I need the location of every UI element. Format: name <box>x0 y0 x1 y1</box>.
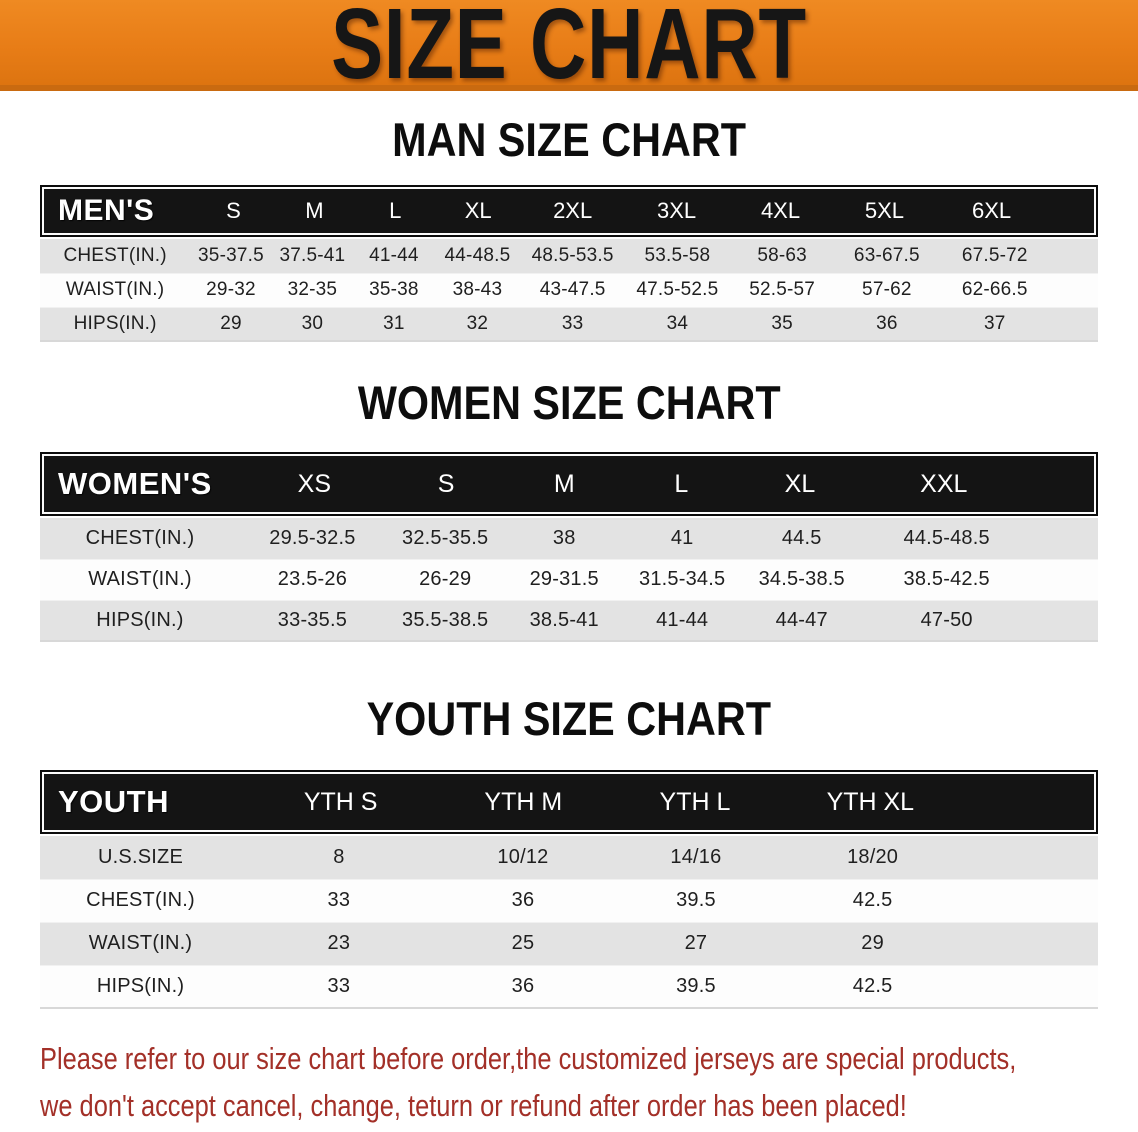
table-row <box>40 965 1098 1008</box>
table-row <box>40 836 1098 879</box>
row-filler <box>1050 307 1098 341</box>
youth-table-header-band <box>44 774 1094 830</box>
men-table-header-band <box>44 189 1094 233</box>
size-value-cell: 43-47.5 <box>539 279 606 300</box>
size-column-header: XS <box>297 469 332 498</box>
size-value-cell: 34.5-38.5 <box>758 568 845 590</box>
size-column-header: YTH XL <box>826 787 915 816</box>
size-column-header: 6XL <box>971 198 1012 223</box>
size-value-cell: 29 <box>861 932 884 954</box>
size-value-cell: 34 <box>666 312 689 334</box>
size-column-header: L <box>674 469 689 498</box>
size-column-header: M <box>305 198 324 223</box>
size-value-cell: 10/12 <box>497 845 549 868</box>
row-filler <box>963 836 1098 879</box>
size-value-cell: 29.5-32.5 <box>269 526 356 549</box>
size-value-cell: 23 <box>327 932 351 954</box>
row-filler <box>1031 518 1098 559</box>
row-label: CHEST(IN.) <box>85 526 195 549</box>
size-value-cell: 48.5-53.5 <box>531 244 614 266</box>
size-value-cell: 41-44 <box>656 608 709 631</box>
size-value-cell: 44.5-48.5 <box>903 526 990 549</box>
size-value-cell: 32.5-35.5 <box>402 526 489 549</box>
size-column-header: YTH M <box>484 787 563 816</box>
table-row <box>40 559 1098 600</box>
size-value-cell: 37 <box>983 312 1006 334</box>
disclaimer-text <box>40 1035 1098 1129</box>
size-value-cell: 44.5 <box>781 526 822 549</box>
youth-size-table-grid <box>40 836 1098 1009</box>
size-column-header: 4XL <box>760 198 801 223</box>
row-label: U.S.SIZE <box>98 845 183 868</box>
size-column-header: S <box>437 469 455 498</box>
size-column-header: 2XL <box>553 198 593 223</box>
row-label: WAIST(IN.) <box>88 568 192 590</box>
row-label: CHEST(IN.) <box>63 244 167 266</box>
women-table-header-band <box>44 456 1094 512</box>
row-filler <box>1031 559 1098 600</box>
disclaimer-line-2: we don't accept cancel, change, teturn or refund after order has been placed! <box>40 1088 907 1123</box>
size-column-header: XL <box>784 469 816 498</box>
table-group-label: WOMEN'S <box>58 466 212 501</box>
size-value-cell: 35-38 <box>369 279 419 300</box>
size-value-cell: 35 <box>771 312 793 334</box>
size-value-cell: 58-63 <box>757 244 807 266</box>
size-column-header: M <box>553 469 575 498</box>
row-filler <box>963 922 1098 965</box>
size-column-header: XXL <box>920 469 968 498</box>
size-value-cell: 29-32 <box>206 279 256 300</box>
banner-title: SIZE CHART <box>331 0 807 91</box>
men-section-heading-text: MAN SIZE CHART <box>392 113 746 166</box>
size-value-cell: 41 <box>670 526 694 549</box>
size-value-cell: 38.5-41 <box>529 608 599 631</box>
table-row <box>40 307 1098 341</box>
size-value-cell: 39.5 <box>676 889 716 911</box>
table-group-label: YOUTH <box>58 784 169 819</box>
row-label: WAIST(IN.) <box>65 279 165 300</box>
table-row <box>40 273 1098 307</box>
disclaimer-line-1: Please refer to our size chart before order,the customized jerseys are special products, <box>40 1041 1017 1076</box>
size-value-cell: 35-37.5 <box>198 244 264 266</box>
size-value-cell: 36 <box>511 974 535 997</box>
row-label: HIPS(IN.) <box>73 312 157 334</box>
table-row <box>40 879 1098 922</box>
row-filler <box>1031 600 1098 641</box>
row-filler <box>1050 239 1098 273</box>
size-value-cell: 42.5 <box>852 889 893 911</box>
women-size-table-grid <box>40 518 1098 642</box>
row-label: WAIST(IN.) <box>88 932 193 954</box>
youth-size-section <box>0 694 1138 1009</box>
size-value-cell: 32 <box>466 312 489 334</box>
men-size-table-grid <box>40 239 1098 342</box>
size-value-cell: 33-35.5 <box>277 608 348 631</box>
women-size-table <box>40 452 1098 642</box>
size-value-cell: 29-31.5 <box>529 568 599 590</box>
size-value-cell: 62-66.5 <box>961 279 1028 300</box>
size-chart-banner <box>0 0 1138 91</box>
size-value-cell: 33 <box>561 312 584 334</box>
row-filler <box>963 879 1098 922</box>
youth-table-header-frame <box>40 770 1098 834</box>
table-row <box>40 600 1098 641</box>
row-filler <box>963 965 1098 1008</box>
size-column-header: L <box>389 198 402 223</box>
size-value-cell: 37.5-41 <box>279 244 346 266</box>
table-row <box>40 922 1098 965</box>
women-section-heading <box>0 378 1138 428</box>
size-column-header: YTH S <box>303 787 378 816</box>
table-group-label: MEN'S <box>58 194 155 227</box>
size-value-cell: 33 <box>327 889 351 911</box>
size-value-cell: 67.5-72 <box>961 244 1028 266</box>
youth-section-heading-text: YOUTH SIZE CHART <box>366 692 772 745</box>
size-value-cell: 18/20 <box>847 845 899 868</box>
size-value-cell: 29 <box>220 312 242 334</box>
size-value-cell: 41-44 <box>369 244 419 266</box>
size-value-cell: 30 <box>301 312 324 334</box>
table-row <box>40 518 1098 559</box>
row-label: HIPS(IN.) <box>96 974 185 997</box>
men-section-heading <box>0 115 1138 165</box>
size-value-cell: 38-43 <box>452 279 503 300</box>
size-column-header: S <box>226 198 241 223</box>
size-value-cell: 25 <box>511 932 535 954</box>
row-label: HIPS(IN.) <box>96 608 184 631</box>
size-value-cell: 26-29 <box>419 568 472 590</box>
size-value-cell: 14/16 <box>670 845 722 868</box>
size-column-header: 3XL <box>657 198 697 223</box>
size-value-cell: 36 <box>876 312 898 334</box>
size-value-cell: 39.5 <box>676 974 716 997</box>
size-value-cell: 23.5-26 <box>277 568 348 590</box>
men-size-table <box>40 185 1098 342</box>
size-value-cell: 38.5-42.5 <box>903 568 990 590</box>
size-value-cell: 33 <box>327 974 351 997</box>
women-size-section <box>0 378 1138 642</box>
size-value-cell: 38 <box>552 526 576 549</box>
size-value-cell: 52.5-57 <box>749 279 816 300</box>
size-value-cell: 63-67.5 <box>853 244 920 266</box>
women-section-heading-text: WOMEN SIZE CHART <box>357 376 781 429</box>
size-value-cell: 44-48.5 <box>444 244 511 266</box>
men-table-header-frame <box>40 185 1098 237</box>
size-value-cell: 36 <box>511 889 535 911</box>
size-value-cell: 53.5-58 <box>644 244 711 266</box>
size-value-cell: 35.5-38.5 <box>402 608 489 631</box>
row-label: CHEST(IN.) <box>86 889 195 911</box>
size-value-cell: 57-62 <box>862 279 912 300</box>
size-value-cell: 31.5-34.5 <box>639 568 726 590</box>
size-value-cell: 32-35 <box>287 279 338 300</box>
table-row <box>40 239 1098 273</box>
size-value-cell: 31 <box>383 312 405 334</box>
row-filler <box>1050 273 1098 307</box>
size-value-cell: 42.5 <box>852 974 893 997</box>
size-value-cell: 8 <box>333 845 345 868</box>
size-column-header: YTH L <box>659 787 731 816</box>
size-column-header: XL <box>464 198 492 223</box>
men-size-section <box>0 115 1138 342</box>
size-value-cell: 44-47 <box>775 608 828 631</box>
youth-section-heading <box>0 694 1138 744</box>
women-table-header-frame <box>40 452 1098 516</box>
youth-size-table <box>40 770 1098 1009</box>
size-column-header: 5XL <box>864 198 905 223</box>
size-value-cell: 47-50 <box>920 608 973 631</box>
size-value-cell: 47.5-52.5 <box>636 279 719 300</box>
size-value-cell: 27 <box>684 932 708 954</box>
